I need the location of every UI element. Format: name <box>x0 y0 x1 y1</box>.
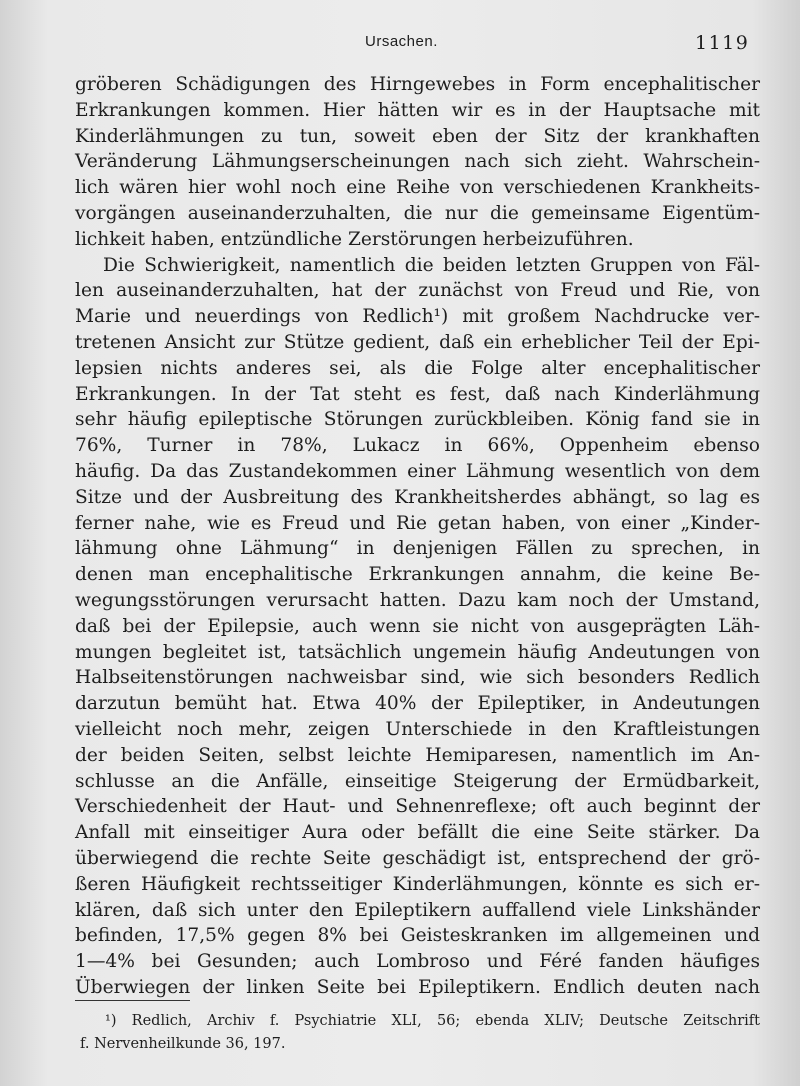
body-text <box>75 72 760 1001</box>
text-line: befinden, 17,5% gegen 8% bei Geisteskranken im allgemeinen und <box>75 925 760 947</box>
text-line: vorgängen auseinanderzuhalten, die nur die gemeinsame Eigentüm- <box>75 202 760 224</box>
running-title: Ursachen. <box>365 33 438 50</box>
text-line: Anfall mit einseitiger Aura oder befällt die eine Seite stärker. Da <box>75 822 760 844</box>
text-line: 76%, Turner in 78%, Lukacz in 66%, Oppenheim ebenso <box>75 435 760 457</box>
text-line: lepsien nichts anderes sei, als die Folge alter encephalitischer <box>75 357 760 379</box>
text-line: gröberen Schädigungen des Hirngewebes in Form encephalitischer <box>75 74 760 95</box>
text-line: Erkrankungen. In der Tat steht es fest, daß nach Kinderlähmung <box>75 383 760 405</box>
text-line: Verschiedenheit der Haut- und Sehnenreflexe; oft auch beginnt der <box>75 796 760 818</box>
text-line: vielleicht noch mehr, zeigen Unterschiede in den Kraftleistungen <box>75 718 760 740</box>
text-line: mungen begleitet ist, tatsächlich ungemein häufig Andeutungen von <box>75 641 760 663</box>
text-line: Überwiegen der linken Seite bei Epileptikern. Endlich deuten nach <box>75 976 760 998</box>
text-line: daß bei der Epilepsie, auch wenn sie nicht von ausgeprägten Läh- <box>75 615 760 637</box>
text-line: Sitze und der Ausbreitung des Krankheitsherdes abhängt, so lag es <box>75 486 760 508</box>
text-line: Erkrankungen kommen. Hier hätten wir es in der Hauptsache mit <box>75 99 760 121</box>
text-line: häufig. Da das Zustandekommen einer Lähmung wesentlich von dem <box>75 460 760 482</box>
footnotes <box>80 1010 760 1056</box>
text-line: len auseinanderzuhalten, hat der zunächst von Freud und Rie, von <box>75 280 760 302</box>
text-line: denen man encephalitische Erkrankungen annahm, die keine Be- <box>75 564 760 586</box>
text-line: lähmung ohne Lähmung“ in denjenigen Fällen zu sprechen, in <box>75 538 760 560</box>
text-line: lich wären hier wohl noch eine Reihe von verschiedenen Krankheits- <box>75 177 760 199</box>
text-line: klären, daß sich unter den Epileptikern auffallend viele Linkshänder <box>75 899 760 921</box>
text-line: tretenen Ansicht zur Stütze gedient, daß ein erheblicher Teil der Epi- <box>75 331 760 353</box>
text-line: Die Schwierigkeit, namentlich die beiden letzten Gruppen von Fäl- <box>103 254 760 276</box>
footnote-line: f. Nervenheilkunde 36, 197. <box>80 1036 286 1052</box>
page-header <box>0 30 800 60</box>
text-line: lichkeit haben, entzündliche Zerstörungen herbeizuführen. <box>75 228 634 250</box>
text-line: Veränderung Lähmungserscheinungen nach sich zieht. Wahrschein- <box>75 151 760 173</box>
footnote-divider <box>75 1000 190 1001</box>
text-line: ferner nahe, wie es Freud und Rie getan haben, von einer „Kinder- <box>75 512 760 534</box>
text-line: wegungsstörungen verursacht hatten. Dazu kam noch der Umstand, <box>75 589 760 611</box>
text-line: der beiden Seiten, selbst leichte Hemiparesen, namentlich im An- <box>75 744 760 766</box>
text-line: darzutun bemüht hat. Etwa 40% der Epileptiker, in Andeutungen <box>75 693 760 715</box>
text-line: überwiegend die rechte Seite geschädigt ist, entsprechend der grö- <box>75 847 760 869</box>
text-line: Halbseitenstörungen nachweisbar sind, wie sich besonders Redlich <box>75 667 760 689</box>
footnote-line: ¹) Redlich, Archiv f. Psychiatrie XLI, 56; ebenda XLIV; Deutsche Zeitschrift <box>105 1013 760 1029</box>
text-line: ßeren Häufigkeit rechtsseitiger Kinderlähmungen, könnte es sich er- <box>75 873 760 895</box>
text-line: Marie und neuerdings von Redlich¹) mit großem Nachdrucke ver- <box>75 306 760 328</box>
text-line: sehr häufig epileptische Störungen zurückbleiben. König fand sie in <box>75 409 760 431</box>
text-line: 1—4% bei Gesunden; auch Lombroso und Féré fanden häufiges <box>75 951 760 973</box>
text-line: Kinderlähmungen zu tun, soweit eben der Sitz der krankhaften <box>75 125 760 147</box>
text-line: schlusse an die Anfälle, einseitige Steigerung der Ermüdbarkeit, <box>75 770 760 792</box>
page-number: 1119 <box>695 32 750 54</box>
